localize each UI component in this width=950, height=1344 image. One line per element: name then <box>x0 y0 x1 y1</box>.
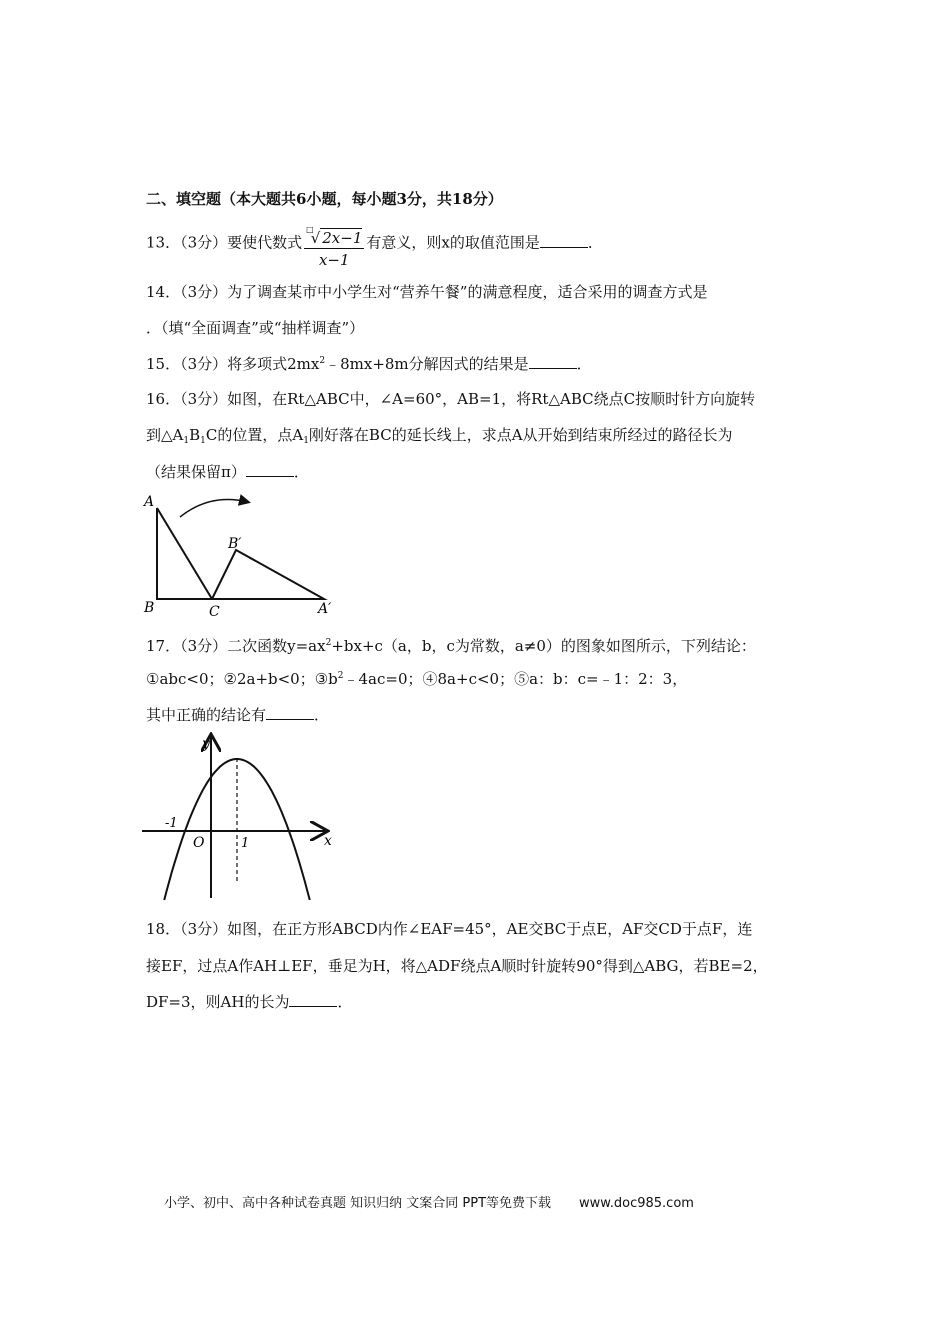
q17-sup: 2 <box>325 638 332 648</box>
fraction: $\frac{^□√ 2x-1}{x-1}$ <box>304 220 364 271</box>
q16-text: 到△A <box>146 426 184 444</box>
label-origin: O <box>193 835 205 851</box>
question-13 <box>146 218 603 269</box>
label-b: B <box>144 600 155 616</box>
q16-end: ． <box>293 463 309 481</box>
q16-sub: 1 <box>200 436 206 446</box>
label-neg-one: -1 <box>165 816 178 831</box>
segment-ac <box>157 508 212 599</box>
label-b-prime: B′ <box>228 536 242 552</box>
answer-blank[interactable] <box>266 705 314 720</box>
q13-numerator: 2x−1 <box>322 229 363 247</box>
question-14-line1: 14．（3分）为了调查某市中小学生对“营养午餐”的满意程度，适合采用的调查方式是 <box>146 283 708 301</box>
q13-prefix: 13．（3分）要使代数式 <box>146 233 303 252</box>
q18-end: ． <box>337 993 353 1011</box>
q13-denominator: x−1 <box>318 251 350 269</box>
label-x: x <box>324 833 332 849</box>
q17-end: ． <box>314 706 330 724</box>
section-title: 二、填空题（本大题共6小题，每小题3分，共18分） <box>146 190 503 208</box>
q17-line3-text: 其中正确的结论有 <box>146 706 267 724</box>
q15-prefix: 15．（3分）将多项式2mx <box>146 355 320 373</box>
q15-sup: 2 <box>319 356 326 366</box>
question-16-line2 <box>146 425 733 445</box>
question-14-line2: ．（填“全面调查”或“抽样调查”） <box>146 319 365 337</box>
question-15 <box>146 354 592 374</box>
q16-text: 刚好落在BC的延长线上，求点A从开始到结束所经过的路径长为 <box>308 426 733 444</box>
q18-line3-text: DF=3，则AH的长为 <box>146 993 290 1011</box>
q17-sup: 2 <box>337 671 344 681</box>
triangle-rotation-figure <box>140 488 340 620</box>
q15-end: ． <box>576 355 592 373</box>
q16-sub: 1 <box>303 436 309 446</box>
q16-text: B <box>189 426 201 444</box>
q17-text: ①abc<0；②2a+b<0；③b <box>146 670 338 688</box>
question-18-line1: 18．（3分）如图，在正方形ABCD内作∠EAF=45°，AE交BC于点E，AF交CD于点F，连 <box>146 920 753 938</box>
page-footer <box>164 1192 694 1211</box>
parabola-curve <box>156 759 309 900</box>
q13-suffix: 有意义，则x的取值范围是 <box>366 233 540 252</box>
rotated-triangle <box>212 550 324 599</box>
answer-blank[interactable] <box>540 233 588 248</box>
question-17-line2 <box>146 669 687 689</box>
rotation-arrow <box>180 500 248 517</box>
label-a-prime: A′ <box>318 601 332 617</box>
q17-text: +bx+c（a，b，c为常数，a≠0）的图象如图所示，下列结论： <box>331 637 756 655</box>
footer-url[interactable]: www.doc985.com <box>579 1196 694 1211</box>
label-a: A <box>144 494 155 510</box>
q16-line3-text: （结果保留π） <box>146 463 246 481</box>
question-18-line3 <box>146 992 352 1012</box>
label-y: y <box>202 736 210 752</box>
q13-end: ． <box>587 233 603 252</box>
question-18-line2: 接EF，过点A作AH⊥EF，垂足为H，将△ADF绕点A顺时针旋转90°得到△ABG，若BE=2， <box>146 957 768 975</box>
q17-text: ﹣4ac=0；④8a+c<0；⑤a：b：c=﹣1：2：3， <box>343 670 688 688</box>
question-16-line3 <box>146 462 309 482</box>
answer-blank[interactable] <box>289 992 337 1007</box>
label-one: 1 <box>241 836 250 851</box>
question-17-line1 <box>146 636 756 656</box>
q15-suffix: ﹣8mx+8m分解因式的结果是 <box>325 355 529 373</box>
parabola-figure <box>140 728 340 900</box>
answer-blank[interactable] <box>529 354 577 369</box>
q16-text: C的位置，点A <box>205 426 304 444</box>
answer-blank[interactable] <box>246 462 294 477</box>
q16-sub: 1 <box>183 436 190 446</box>
footer-text: 小学、初中、高中各种试卷真题 知识归纳 文案合同 PPT等免费下载 <box>164 1196 552 1211</box>
q17-text: 17．（3分）二次函数y=ax <box>146 637 326 655</box>
question-17-line3 <box>146 705 329 725</box>
label-c: C <box>209 604 220 620</box>
question-16-line1: 16．（3分）如图，在Rt△ABC中，∠A=60°，AB=1，将Rt△ABC绕点C按顺时针方向旋转 <box>146 390 756 408</box>
